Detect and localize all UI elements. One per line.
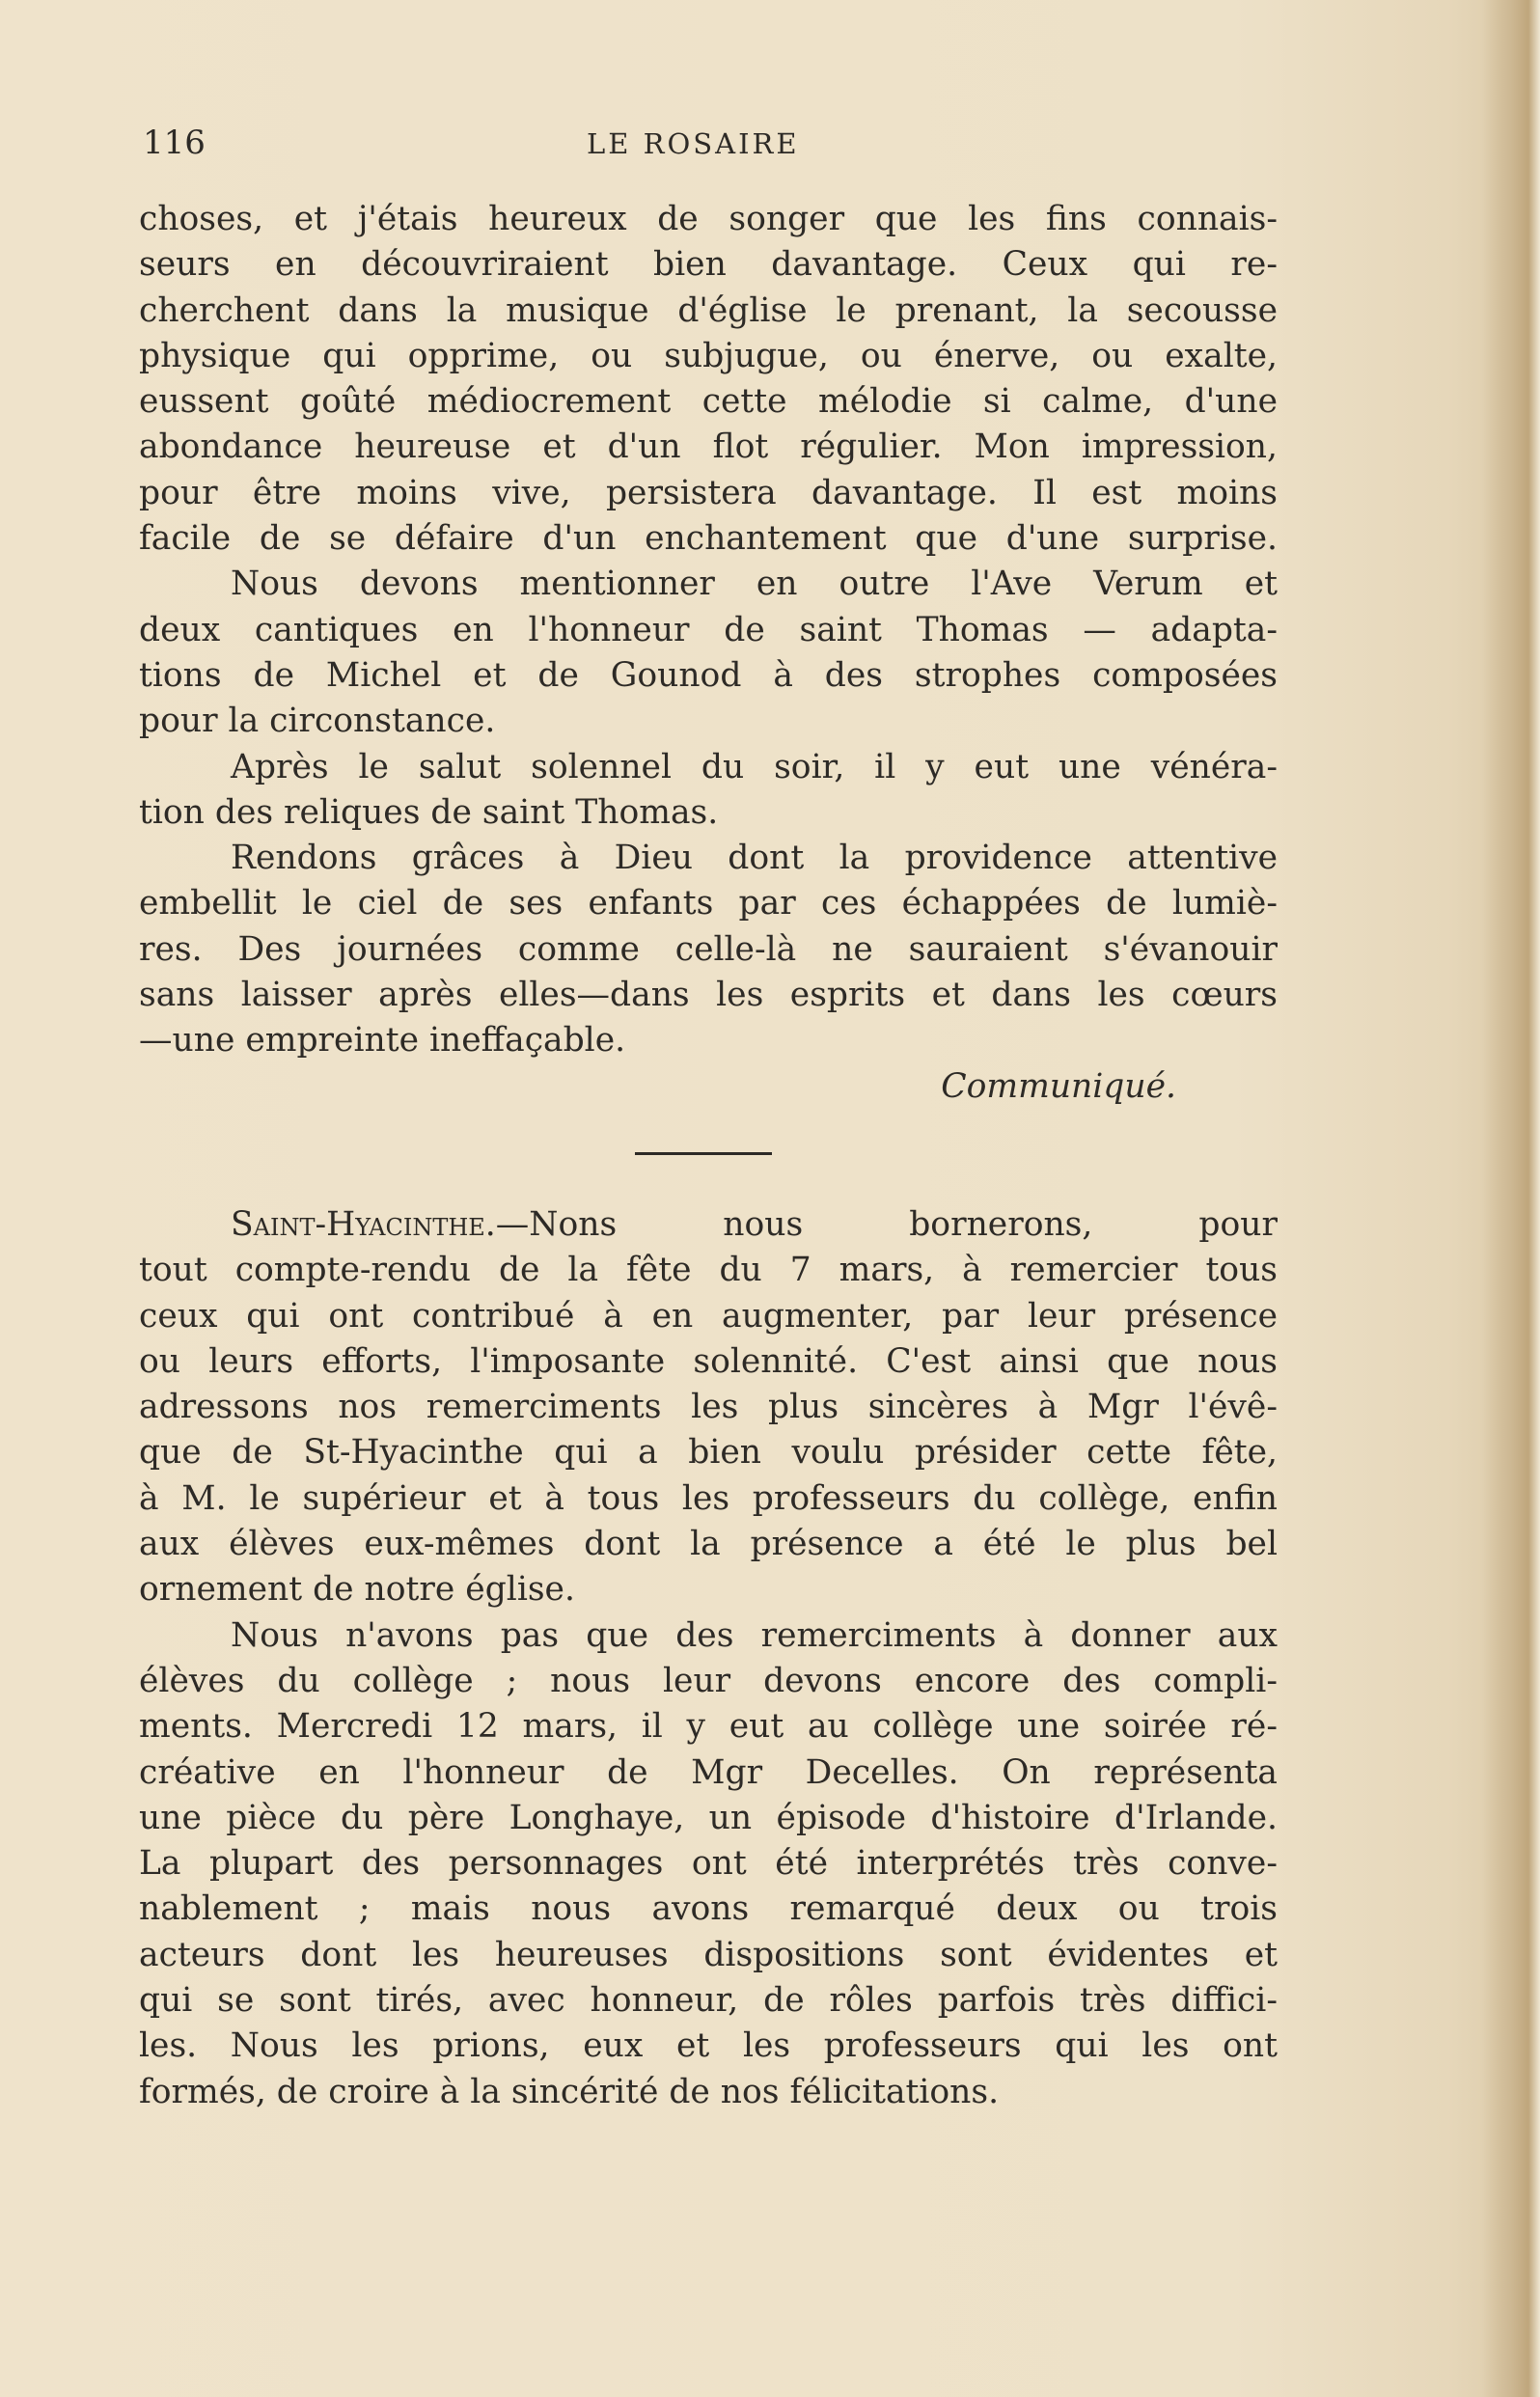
text-line: adressons nos remerciments les plus sincères à Mgr l'évê- bbox=[139, 1388, 1278, 1427]
text-line: —une empreinte ineffaçable. bbox=[139, 1021, 626, 1061]
page-number: 116 bbox=[143, 124, 206, 162]
text-line: tions de Michel et de Gounod à des strophes composées bbox=[139, 655, 1278, 695]
text-line: eussent goûté médiocrement cette mélodie si calme, d'une bbox=[139, 382, 1278, 422]
text-line: Rendons grâces à Dieu dont la providence attentive bbox=[231, 839, 1278, 878]
article-text bbox=[139, 197, 1278, 2115]
text-line: cherchent dans la musique d'église le prenant, la secousse bbox=[139, 290, 1278, 330]
text-line: aux élèves eux-mêmes dont la présence a été le plus bel bbox=[139, 1525, 1278, 1564]
text-line: créative en l'honneur de Mgr Decelles. On représenta bbox=[139, 1752, 1278, 1792]
text-line: tout compte-rendu de la fête du 7 mars, à remercier tous bbox=[139, 1251, 1278, 1290]
text-line: pour être moins vive, persistera davantage. Il est moins bbox=[139, 473, 1278, 512]
text-line: facile de se défaire d'un enchantement que d'une surprise. bbox=[139, 519, 1278, 559]
text-line: formés, de croire à la sincérité de nos félicitations. bbox=[139, 2072, 1000, 2111]
place-name: Saint-Hyacinthe. bbox=[231, 1204, 496, 1244]
text-line: nablement ; mais nous avons remarqué deux ou trois bbox=[139, 1889, 1278, 1929]
text-line: sans laisser après elles—dans les esprits et dans les cœurs bbox=[139, 976, 1278, 1015]
text-line: élèves du collège ; nous leur devons encore des compli- bbox=[139, 1661, 1278, 1700]
journal-title: LE ROSAIRE bbox=[587, 127, 800, 160]
section-separator bbox=[139, 1110, 1278, 1202]
text-line: qui se sont tirés, avec honneur, de rôles parfois très diffici- bbox=[139, 1980, 1278, 2020]
text-line: pour la circonstance. bbox=[139, 702, 496, 741]
text-line: deux cantiques en l'honneur de saint Thomas — adapta- bbox=[139, 610, 1278, 649]
text-line: à M. le supérieur et à tous les professeurs du collège, enfin bbox=[139, 1478, 1278, 1518]
text-line: tion des reliques de saint Thomas. bbox=[139, 792, 719, 832]
running-head bbox=[143, 124, 1267, 172]
text-line: Après le salut solennel du soir, il y eut une vénéra- bbox=[231, 747, 1278, 786]
text-line: ou leurs efforts, l'imposante solennité. C'est ainsi que nous bbox=[139, 1341, 1278, 1381]
text-line: embellit le ciel de ses enfants par ces échappées de lumiè- bbox=[139, 884, 1278, 923]
text-line: que de St-Hyacinthe qui a bien voulu présider cette fête, bbox=[139, 1433, 1278, 1473]
text-line: Nous devons mentionner en outre l'Ave Verum et bbox=[231, 565, 1278, 604]
text-line: La plupart des personnages ont été interprétés très conve- bbox=[139, 1844, 1278, 1884]
text-line: ornement de notre église. bbox=[139, 1570, 575, 1610]
text-line: acteurs dont les heureuses dispositions sont évidentes et bbox=[139, 1935, 1278, 1974]
text-line: les. Nous les prions, eux et les professeurs qui les ont bbox=[139, 2026, 1278, 2066]
text-run: —Nons nous bornerons, pour bbox=[495, 1204, 1278, 1244]
text-line: ceux qui ont contribué à en augmenter, par leur présence bbox=[139, 1296, 1278, 1336]
text-line: une pièce du père Longhaye, un épisode d'histoire d'Irlande. bbox=[139, 1798, 1278, 1837]
text-line: choses, et j'étais heureux de songer que les fins connais- bbox=[139, 200, 1278, 238]
text-line bbox=[139, 1202, 1278, 1248]
text-line: seurs en découvriraient bien davantage. Ceux qui re- bbox=[139, 245, 1278, 285]
separator-rule bbox=[635, 1152, 772, 1155]
text-line: res. Des journées comme celle-là ne sauraient s'évanouir bbox=[139, 929, 1278, 969]
text-line: Nous n'avons pas que des remerciments à donner aux bbox=[231, 1615, 1278, 1655]
text-line: physique qui opprime, ou subjugue, ou énerve, ou exalte, bbox=[139, 336, 1278, 375]
page-edge-shading bbox=[1482, 0, 1540, 2397]
signature: Communiqué. bbox=[941, 1066, 1176, 1106]
text-line: ments. Mercredi 12 mars, il y eut au collège une soirée ré- bbox=[139, 1707, 1278, 1747]
text-line: abondance heureuse et d'un flot régulier. Mon impression, bbox=[139, 427, 1278, 467]
